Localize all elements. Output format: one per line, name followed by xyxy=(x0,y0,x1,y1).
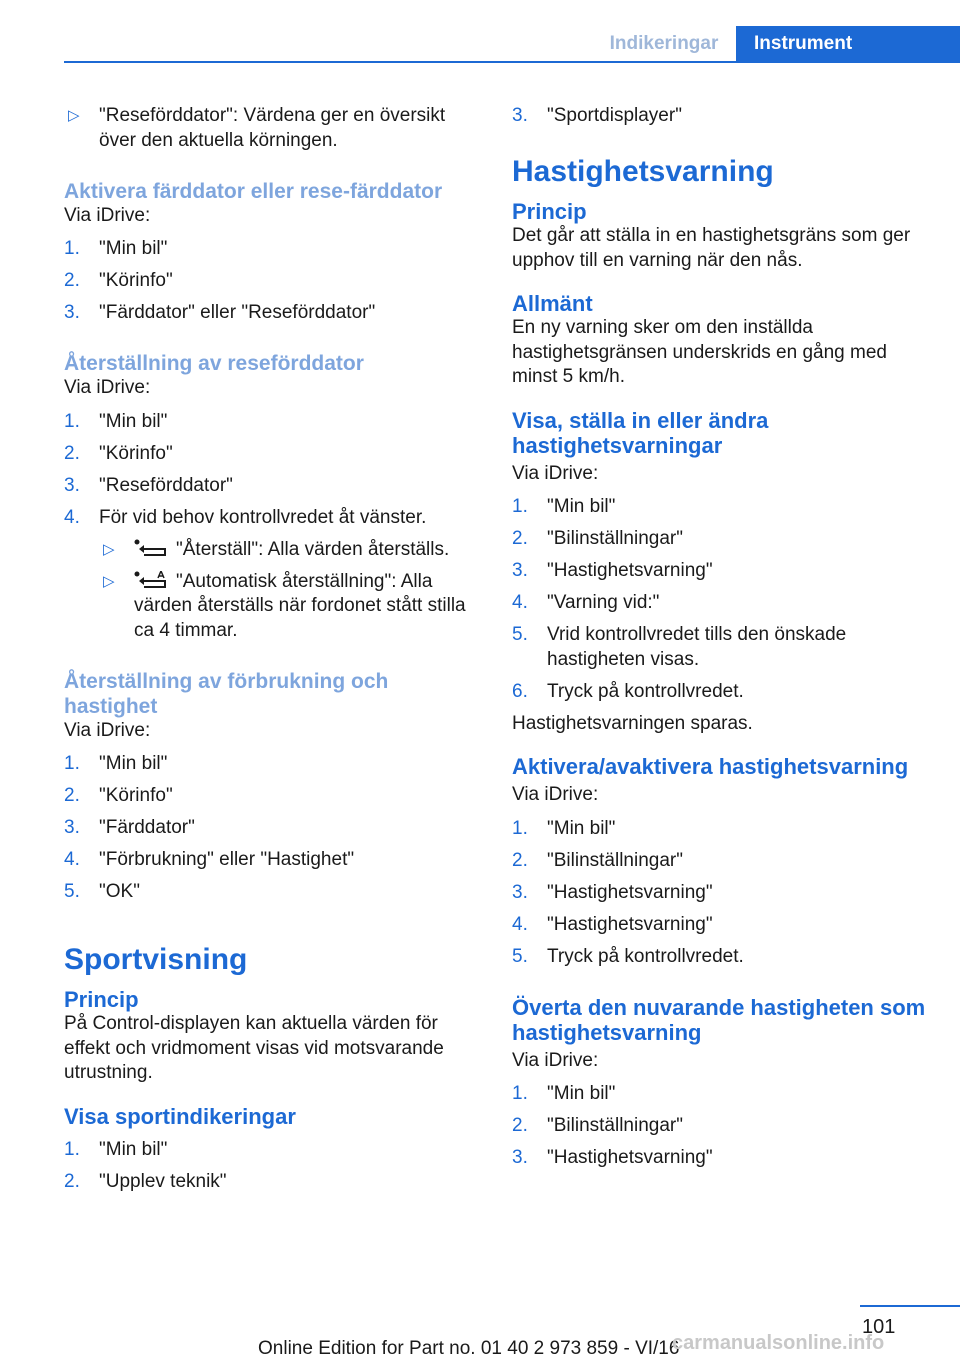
section-heading: Återställning av reseförddator xyxy=(64,352,364,375)
via-text: Via iDrive: xyxy=(512,462,599,484)
via-text: Via iDrive: xyxy=(64,377,151,398)
header-divider xyxy=(64,61,960,63)
list-item: 2. "Körinfo" xyxy=(64,785,173,806)
list-item: 5. Tryck på kontrollvredet. xyxy=(512,945,744,967)
chapter-title: Hastighetsvarning xyxy=(512,155,774,188)
section-heading: Aktivera färddator eller rese-färddator xyxy=(64,179,443,203)
list-item: 6. Tryck på kontrollvredet. xyxy=(512,680,744,702)
via-text: Via iDrive: xyxy=(64,204,151,226)
list-item: ▷ "Reseförddator": Värdena ger en översikt över den aktuella körningen. xyxy=(68,105,446,151)
list-item: 2. "Körinfo" xyxy=(64,442,173,464)
list-item: ▷ "Automatisk återställning": Alla värden återställs när fordonet stått stilla ca 4 timmar. xyxy=(103,570,466,641)
page-header xyxy=(0,26,960,62)
section-heading: Visa sportindikeringar xyxy=(64,1103,296,1129)
subheading: Princip xyxy=(512,199,587,224)
footer-divider xyxy=(860,1305,960,1307)
list-item: 3. "Hastighetsvarning" xyxy=(512,1147,713,1168)
list-item: 2. "Bilinställningar" xyxy=(512,1115,683,1136)
section-heading: Visa, ställa in eller ändra hastighetsvarningar xyxy=(512,407,769,458)
edition-text: Online Edition for Part no. 01 40 2 973 859 - VI/16 xyxy=(258,1338,680,1359)
list-item: 2. "Upplev teknik" xyxy=(64,1170,227,1192)
list-item: 1. "Min bil" xyxy=(64,410,168,432)
list-item: 4. "Förbrukning" eller "Hastighet" xyxy=(64,849,355,870)
watermark: carmanualsonline.info xyxy=(672,1332,885,1354)
list-item: 5. "OK" xyxy=(64,881,140,902)
subheading: Allmänt xyxy=(512,291,593,316)
list-item: 3. "Sportdisplayer" xyxy=(512,105,682,126)
list-item: 4. För vid behov kontrollvredet åt vänster. xyxy=(64,506,427,528)
triangle-bullet-icon: ▷ xyxy=(68,107,80,124)
list-item: 1. "Min bil" xyxy=(512,817,616,839)
left-column xyxy=(64,104,480,1202)
list-item: ▷ "Återställ": Alla värden återställs. xyxy=(99,538,480,563)
list-item: 1. "Min bil" xyxy=(512,1083,616,1104)
list-item: 4. "Varning vid:" xyxy=(512,592,660,613)
list-item: 3. "Hastighetsvarning" xyxy=(512,881,713,903)
via-text: Via iDrive: xyxy=(512,784,599,805)
triangle-bullet-icon: ▷ xyxy=(103,540,115,558)
list-item: 2. "Bilinställningar" xyxy=(512,849,683,871)
list-item: 5. Vrid kontrollvredet tills den önskade hastigheten visas. xyxy=(512,624,847,670)
page-number: 101 xyxy=(862,1316,896,1338)
list-item: 3. "Färddator" xyxy=(64,817,195,838)
list-item: 1. "Min bil" xyxy=(64,753,168,774)
body-text: Hastighetsvarningen sparas. xyxy=(512,712,753,734)
list-item: 1. "Min bil" xyxy=(512,496,616,517)
body-text: En ny varning sker om den inställda hastighetsgränsen underskrids en gång med minst 5 km/h. xyxy=(512,317,887,387)
header-section: Indikeringar xyxy=(609,33,719,54)
list-item: 3. "Hastighetsvarning" xyxy=(512,560,713,581)
via-text: Via iDrive: xyxy=(512,1049,599,1071)
section-heading: Överta den nuvarande hastigheten som hastighetsvarning xyxy=(512,994,926,1045)
list-item: 1. "Min bil" xyxy=(64,1138,168,1160)
section-heading: Aktivera/avaktivera hastighetsvarning xyxy=(512,754,909,779)
chapter-title: Sportvisning xyxy=(64,943,248,976)
list-item: 1. "Min bil" xyxy=(64,238,168,259)
triangle-bullet-icon: ▷ xyxy=(103,572,115,590)
list-item: 2. "Bilinställningar" xyxy=(512,528,683,549)
list-item: 3. "Färddator" eller "Reseförddator" xyxy=(64,302,376,323)
body-text: På Control-displayen kan aktuella värden för effekt och vridmoment visas vid motsvarande utrustning. xyxy=(64,1013,444,1083)
body-text: Det går att ställa in en hastighetsgräns som ger upphov till en varning när den nås. xyxy=(512,225,911,271)
auto-reset-icon xyxy=(134,571,168,589)
section-heading: Återställning av förbrukning och hastighet xyxy=(64,669,389,718)
list-item: 2. "Körinfo" xyxy=(64,270,173,291)
list-item: 4. "Hastighetsvarning" xyxy=(512,913,713,935)
via-text: Via iDrive: xyxy=(64,719,151,741)
reset-icon xyxy=(134,539,168,557)
subheading: Princip xyxy=(64,987,139,1012)
header-chapter: Instrument xyxy=(736,26,960,62)
list-item: 3. "Reseförddator" xyxy=(64,474,233,496)
right-column xyxy=(512,104,928,1178)
